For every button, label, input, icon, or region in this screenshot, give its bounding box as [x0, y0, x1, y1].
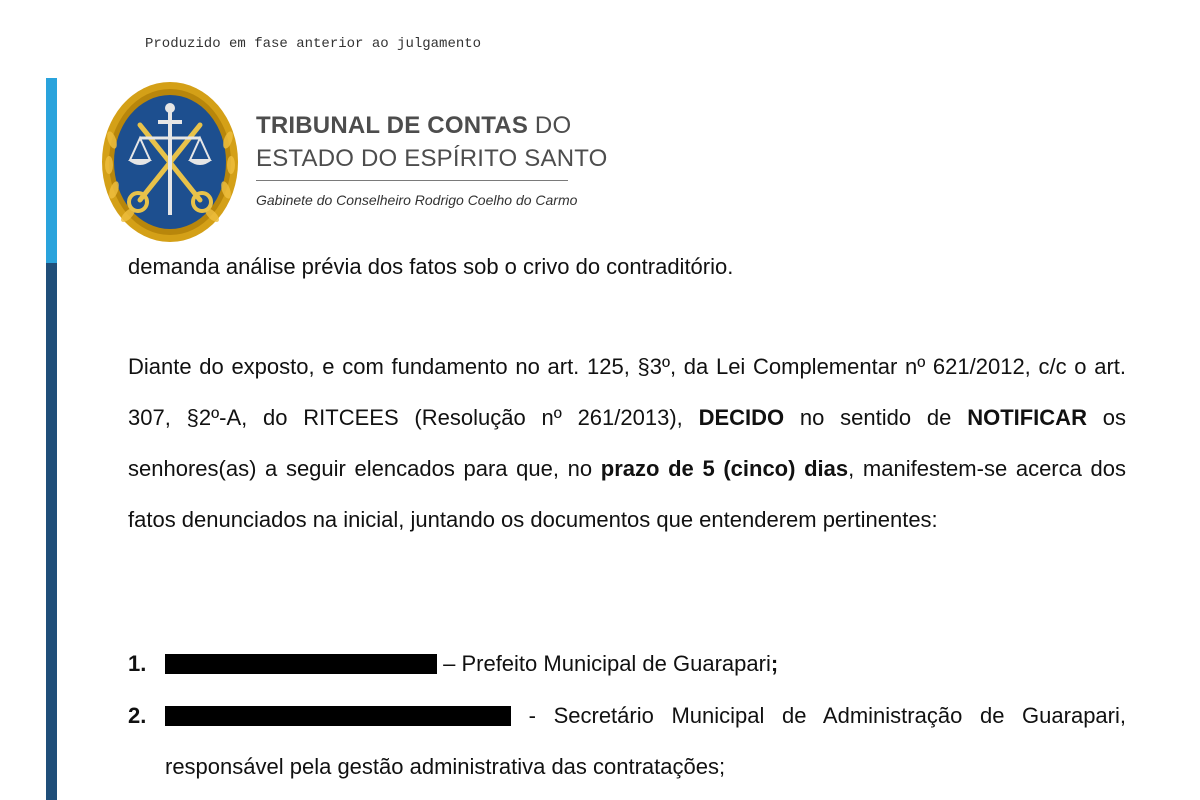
paragraph-1: demanda análise prévia dos fatos sob o crivo do contraditório.: [128, 254, 734, 279]
paragraph-2-part3: os senhores(as) a seguir elencados para que, no: [128, 405, 1126, 481]
org-name-tail: DO: [528, 112, 572, 139]
paragraph-2-part2: no sentido de: [784, 405, 968, 430]
watermark-text: Produzido em fase anterior ao julgamento: [145, 36, 482, 52]
tribunal-seal-logo: [100, 80, 240, 245]
redacted-name-block: [165, 654, 437, 674]
list-item: [128, 690, 1126, 792]
list-item-text: - Secretário Municipal de Administração de Guarapari, responsável pela gestão administrativa das contratações;: [165, 703, 1126, 779]
paragraph-2-part4: , manifestem-se acerca dos fatos denunciados na inicial, juntando os documentos que entenderem pertinentes:: [128, 456, 1126, 532]
list-item: [128, 638, 1126, 689]
side-bar-accent-top: [46, 78, 57, 263]
prazo-text: prazo de 5 (cinco) dias: [600, 456, 849, 481]
list-item-text: – Prefeito Municipal de Guarapari: [437, 651, 771, 676]
list-number: 1.: [128, 651, 147, 676]
side-bar-accent-bottom: [46, 263, 57, 800]
org-name-bold: TRIBUNAL DE CONTAS: [256, 112, 529, 139]
redacted-name-block: [165, 706, 511, 726]
list-number: 2.: [128, 703, 147, 728]
gabinete-subtitle: Gabinete do Conselheiro Rodrigo Coelho do Carmo: [256, 192, 578, 208]
header-divider: [256, 180, 568, 181]
decido-text: DECIDO: [698, 405, 785, 430]
list-item-end: ;: [770, 651, 779, 676]
paragraph-2: [128, 341, 1126, 545]
paragraph-2-part1: Diante do exposto, e com fundamento no art. 125, §3º, da Lei Complementar nº 621/2012, c/c o art. 307, §2º-A, do RITCEES (Resolução nº 261/2013),: [128, 354, 1126, 430]
org-name-line2: ESTADO DO ESPÍRITO SANTO: [256, 145, 608, 172]
org-name-line1: [256, 112, 571, 140]
notificar-text: NOTIFICAR: [967, 405, 1087, 430]
